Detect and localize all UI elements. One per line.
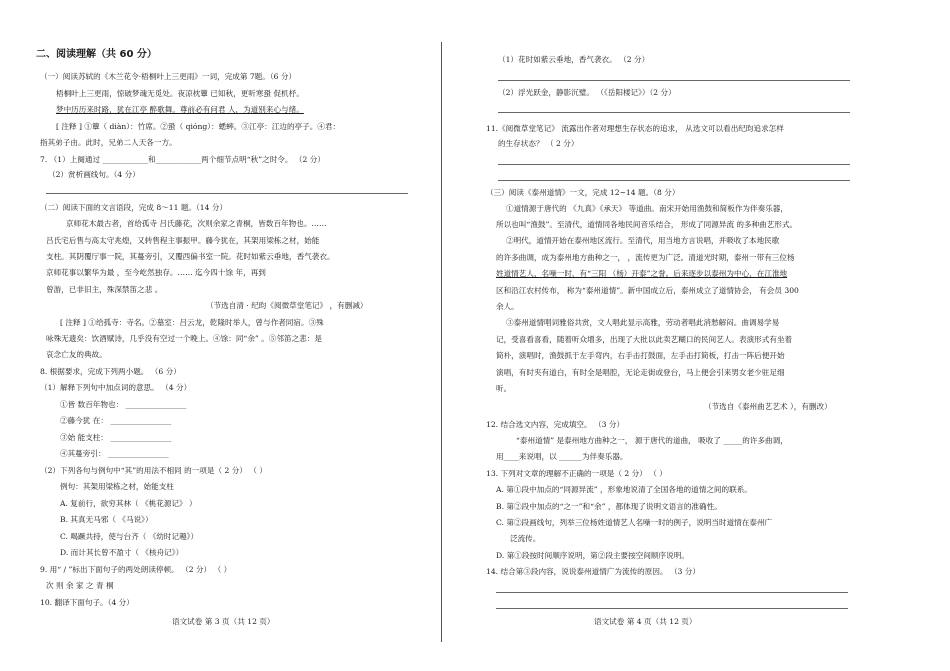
question-8-2: （2）下列各句与例句中“其”的用法不相同 的一项是（ 2 分） （ ） [40,466,267,475]
column-divider [441,42,442,642]
passage-3-p2-line-1: ②明代，道情开始在泰州地区流行。至清代，用当地方言说唱，并吸收了本地民歌 [506,236,780,245]
passage-3-p2-line-4: 区和沿江农村传布， 称为“泰州道情”。新中国成立后，泰州成立了道情协会， 有会员 300 [496,286,799,295]
answer-line [498,112,850,113]
poem-note: [ 注释 ] ①簟（ diàn）：竹席。②蛩（ qióng）：蟋蟀。③江亭：江边的亭子。④君： [56,122,341,131]
passage-3-p3-line-5: 听。 [496,384,512,393]
answer-line [498,164,850,165]
passage-3-p3-line-2: 记，受喜看喜看，随着听众增多，出现了大批以此卖艺糊口的民间艺人。表演形式有坐着 [496,335,793,344]
option-a: A. 第①段中加点的“同源异流” ，形象地说清了全国各地的道情之间的联系。 [496,485,752,494]
passage-2-source: （节选自清 · 纪昀《阅微草堂笔记》 ，有删减） [206,301,368,310]
question-10-1: （1）花时如紫云垂地，香气袭衣。 （2 分） [498,55,650,64]
question-12: 12. 结合选文内容，完成填空。 （3 分） [486,420,625,429]
passage-1-intro: （一）阅读苏轼的《木兰花令·梧桐叶上三更雨》一词，完成第 7题。（6 分） [40,72,297,81]
option-d: D. 而计其长曾不盈寸（ 《核舟记》） [60,548,184,557]
answer-line [46,193,408,194]
passage-2-line-1: 京师花木最古者，首给孤寺 吕氏藤花，次则余家之青桐，皆数百年物也。…… [66,219,327,228]
question-8-1-b: ②藤今犹 在： ________________ [60,416,172,425]
question-9: 9. 用“ / ”标出下面句子的两处朗读停顿。 （2 分） （ ） [40,565,232,574]
page-footer-right: 语文试卷 第 4 页（共 12 页） [594,617,697,626]
question-8-2-example: 例句：其架用梁栋之材，始能支柱 [60,482,174,491]
poem-note-cont: 指其弟子由。此时，兄弟二人天各一方。 [40,138,177,147]
page-3 [36,0,412,671]
option-d: D. 第①段按时间顺序说明，第②段主要按空间顺序说明。 [496,551,689,560]
question-11: 11.《阅微草堂笔记》 流露出作者对理想生存状态的追求， 从选文可以看出纪昀追求怎样 [486,124,784,133]
question-8-1-c: ③始 能支柱： ________________ [60,433,172,442]
passage-2-line-3: 支柱。其阴覆厅事一院，其蔓旁引，又覆西偏书室一院。花时如紫云垂地，香气袭衣。 [46,252,335,261]
question-7-1: 7. （1）上阕通过 ____________和____________两个细节点明“秋”之时令。 （2 分） [40,155,325,164]
question-7-2: （2）赏析画线句。（4 分） [48,170,140,179]
question-9-sentence: 次 则 余 家 之 青 桐 [46,581,114,590]
option-a: A. 复前行，欲穷其林（ 《桃花源记》 ） [60,499,197,508]
answer-line [498,80,850,81]
passage-2-note-3: 哀念亡友的典故。 [46,350,107,359]
passage-3-intro: （三）阅读《泰州道情》一文，完成 12~14 题。（8 分） [486,188,680,197]
question-8-1-d: ④其蔓旁引： ________________ [60,449,169,458]
answer-line [498,180,850,181]
passage-3-p2-line-2: 的许多曲调，成为泰州地方曲种之一， ，流传更为广泛。清道光时期，泰州一带有三位杨 [496,253,795,262]
option-c-cont: 泛流传。 [510,534,541,543]
option-c: C. 喝蹶共持，使与台齐（ 《幼时记趣》） [60,532,199,541]
passage-2-line-5: 曾游，已非旧主，殊深禁笛之悲 。 [46,285,163,294]
section-title: 二、阅读理解（共 60 分） [36,49,157,60]
answer-line [496,608,848,609]
question-12-line-1: “泰州道情” 是泰州地方曲种之一， 源于唐代的道曲， 吸收了 _____的许多曲调， [516,436,788,445]
passage-3-p1-line-1: ①道情源于唐代的 《九真》《承天》 等道曲。南宋开始用渔鼓和简板作为伴奏乐器， [506,204,788,213]
answer-line [496,592,848,593]
passage-2-intro: （二）阅读下面的文言语段，完成 8～11 题。（14 分） [40,203,228,212]
passage-3-p2-line-3: 姓道情艺人，名噪一时，有“三阳 （杨）开泰”之誉。后来逐步以泰州为中心，在江淮地 [496,269,788,278]
passage-3-p1-line-2: 所以也叫“渔鼓”。至清代，道情同各地民间音乐结合， 形成了同源异流 的多种曲艺形式。 [496,220,798,229]
question-13: 13. 下列对文章的理解不正确的一项是（ 2 分） （ ） [486,469,667,478]
question-11-cont: 的生存状态？ （ 2 分） [498,139,579,148]
page-footer-left: 语文试卷 第 3 页（共 12 页） [172,617,275,626]
question-10: 10. 翻译下面句子。（4 分） [40,598,134,607]
question-8: 8. 根据要求，完成下列两小题。 （6 分） [40,367,181,376]
question-14: 14. 结合第③段内容，说说泰州道情广为流传的原因。 （3 分） [486,567,700,576]
option-b: B. 其真无马邪（ 《马说》） [60,515,153,524]
option-c: C. 第②段画线句，列举三位杨姓道情艺人名噪一时的例子，说明当时道情在泰州广 [496,518,773,527]
passage-2-line-4: 京师花事以繁华为最 ，至今屹然独存。…… 迄今四十馀 年，再到 [46,268,266,277]
passage-3-p3-line-3: 简朴，演唱时，渔鼓抓于左手弯内，右手击打鼓面，左手击打简板，打击一阵后便开始 [496,351,785,360]
poem-line-2: 梦中历历来时路，犹在江亭 醉歌舞。尊前必有问君 人，为道别来心与绪。 [56,105,304,114]
option-b: B. 第②段中加点的“之一”和“余” ，都体现了说明文语言的准确性。 [496,502,722,511]
question-8-1: （1）解释下列句中加点词的意思。 （4 分） [40,383,192,392]
passage-3-source: （节选自《泰州曲艺艺术 ），有删改） [704,402,832,411]
passage-2-note-2: 咏殊无遗矣：饮酒赋诗，几乎没有空过一个晚上。④馀：同“余” 。⑤邻笛之悲：是 [46,334,322,343]
passage-3-p2-line-5: 余人。 [496,302,519,311]
passage-2-note-1: [ 注释 ] ①给孤寺：寺名。②墓室：吕云龙，乾隆时举人，曾与作者同宿。③殊 [60,318,324,327]
question-12-line-2: 用____来说唱，以 ______为伴奏乐器。 [496,452,628,461]
question-8-1-a: ①皆 数百年物也： ________________ [60,400,187,409]
question-10-2: （2）浮光跃金，静影沉璧。 （《岳阳楼记》）（2 分） [498,88,676,97]
page-4 [486,0,858,671]
passage-3-p3-line-1: ③泰州道情唱词雅俗共赏，文人唱此显示高雅，劳动者唱此消愁解闷。曲调易学易 [506,318,780,327]
passage-2-line-2: 吕氏宅后售与高太守兆煌，又转售程主事振甲。藤今犹在，其架用梁栋之材，始能 [46,236,320,245]
poem-line-1: 梧桐叶上三更雨，惊破梦魂无觅处。夜凉枕簟 已知秋，更听寒蛩 促机杼。 [56,89,304,98]
passage-3-p3-line-4: 演唱，有时夹有道白，有时全是唱腔，无论走街或登台，马上便会引来男女老少驻足细 [496,368,785,377]
